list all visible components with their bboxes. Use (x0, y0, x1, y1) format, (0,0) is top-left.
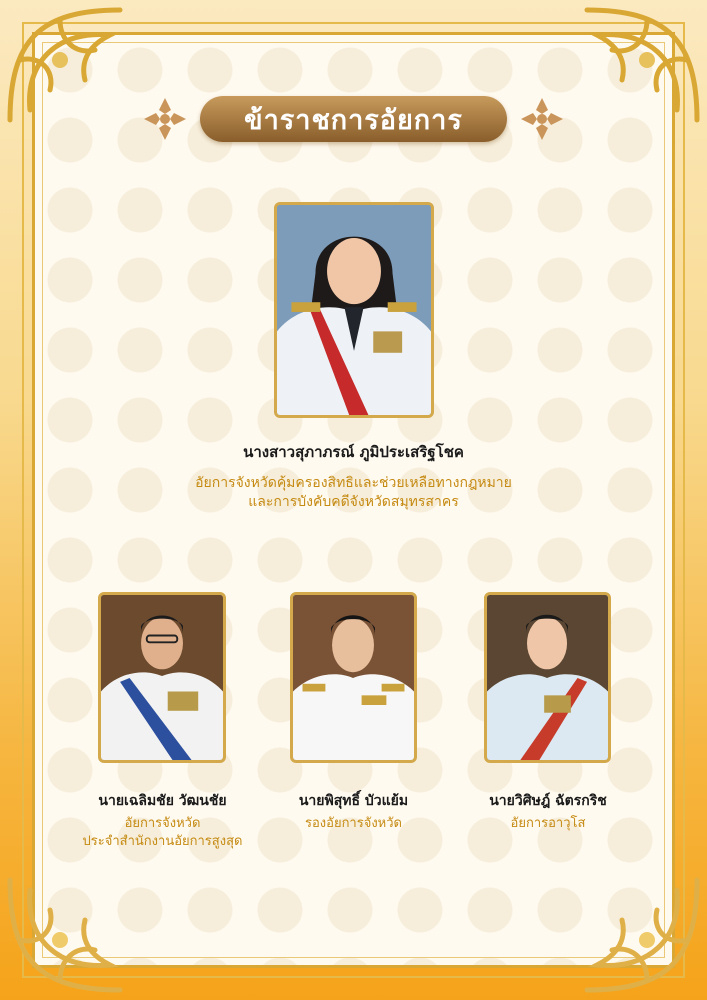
official-portrait-1 (98, 592, 226, 763)
corner-ornament-top-right (557, 0, 707, 150)
featured-role-line1: อัยการจังหวัดคุ้มครองสิทธิและช่วยเหลือทางกฎหมาย (195, 475, 512, 491)
official-portrait-3 (484, 592, 611, 763)
featured-role-line2: และการบังคับคดีจังหวัดสมุทรสาคร (248, 493, 459, 510)
corner-ornament-top-left (0, 0, 150, 150)
corner-ornament-bottom-right (557, 850, 707, 1000)
featured-name: นางสาวสุภาภรณ์ ภูมิประเสริฐโชค (243, 443, 464, 461)
ornament-flower-icon (142, 96, 188, 142)
official-name-1: นายเฉลิมชัย วัฒนชัย (98, 793, 227, 809)
official-name-3: นายวิศิษฎ์ ฉัตรกริช (489, 793, 607, 809)
section-title-banner (200, 96, 507, 142)
official-role-2: รองอัยการจังหวัด (305, 816, 402, 831)
featured-portrait (274, 202, 434, 418)
official-role-3: อัยการอาวุโส (510, 816, 586, 831)
ornament-flower-icon (519, 96, 565, 142)
official-name-2: นายพิสุทธิ์ บัวแย้ม (298, 793, 409, 809)
official-role-1-line2: ประจำสำนักงานอัยการสูงสุด (82, 833, 243, 849)
official-role-1-line1: อัยการจังหวัด (124, 816, 201, 831)
official-role-1 (50, 815, 275, 850)
corner-ornament-bottom-left (0, 850, 150, 1000)
official-portrait-2 (290, 592, 417, 763)
featured-role (120, 474, 587, 512)
page-title: ข้าราชการอัยการ (244, 104, 463, 136)
